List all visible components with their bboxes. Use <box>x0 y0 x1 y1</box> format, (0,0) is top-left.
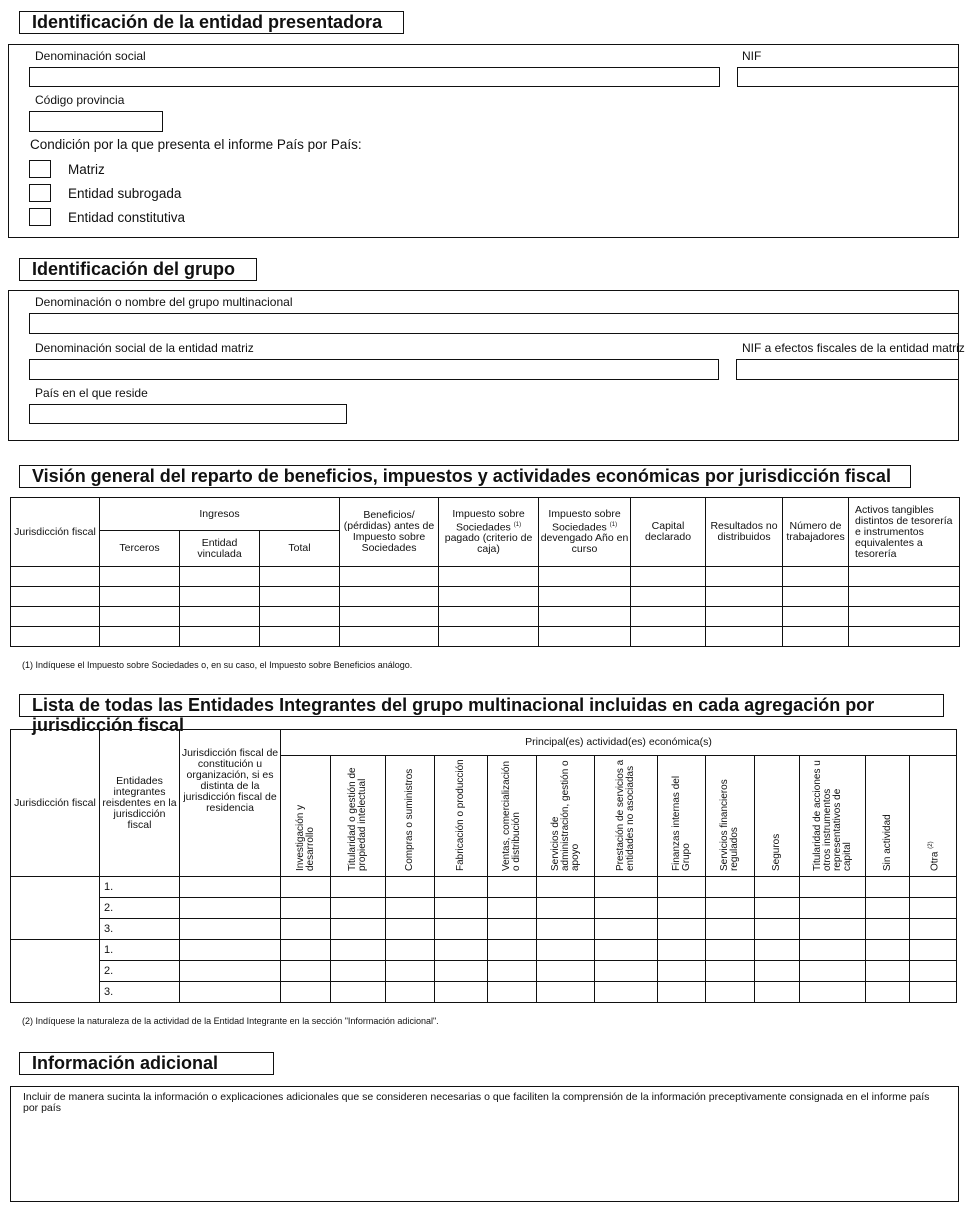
section-title-identificacion-grupo: Identificación del grupo <box>19 258 257 281</box>
denominacion-social-input[interactable] <box>29 67 720 87</box>
entidad-constitutiva-label: Entidad constitutiva <box>68 210 186 225</box>
section-title-lista-entidades: Lista de todas las Entidades Integrantes del grupo multinacional incluidas en cada agregación por jurisdicción fiscal <box>19 694 944 717</box>
col-prestacion-servicios: Prestación de servicios a entidades no asociadas <box>595 756 658 877</box>
entidad-constitutiva-checkbox[interactable] <box>29 208 51 226</box>
col-principal-actividad: Principal(es) actividad(es) económica(s) <box>281 730 957 756</box>
pais-reside-label: País en el que reside <box>35 386 148 400</box>
col-total: Total <box>260 531 340 567</box>
pais-reside-input[interactable] <box>29 404 347 424</box>
col-activos-tangibles: Activos tangibles distintos de tesorería e instrumentos equivalentes a tesorería <box>849 498 960 567</box>
col-seguros: Seguros <box>755 756 800 877</box>
col-titularidad-acciones: Titularidad de acciones u otros instrumentos representativos de capital <box>800 756 866 877</box>
entidad-subrogada-label: Entidad subrogada <box>68 186 182 201</box>
col-servicios-financieros: Servicios financieros regulados <box>706 756 755 877</box>
col-impuesto-pagado: Impuesto sobre Sociedades $^{(1)}$ pagado (criterio de caja) <box>439 498 539 567</box>
col-titularidad-propiedad: Titularidad o gestión de propiedad intelectual <box>331 756 386 877</box>
col-jurisdiccion-fiscal: Jurisdicción fiscal <box>11 498 100 567</box>
table-row: 1. <box>11 940 957 961</box>
informacion-adicional-textarea[interactable] <box>10 1086 959 1202</box>
informacion-adicional-text: Incluir de manera sucinta la información o explicaciones adicionales que se consideren necesarias o que faciliten la comprensión de la información preceptivamente consignada en el informe país por país <box>23 1091 930 1114</box>
col-ventas: Ventas, comercialización o distribución <box>488 756 537 877</box>
matriz-checkbox[interactable] <box>29 160 51 178</box>
grupo-label: Denominación o nombre del grupo multinacional <box>35 295 293 309</box>
col-investigacion: Investigación y desarrollo <box>281 756 331 877</box>
entidad-matriz-input[interactable] <box>29 359 719 380</box>
matriz-label: Matriz <box>68 162 105 177</box>
section-title-informacion-adicional: Información adicional <box>19 1052 274 1075</box>
footnote-2: (2) Indíquese la naturaleza de la actividad de la Entidad Integrante en la sección "Información adicional". <box>22 1016 439 1026</box>
codigo-provincia-label: Código provincia <box>35 93 125 107</box>
col-fabricacion: Fabricación o producción <box>435 756 488 877</box>
col-compras: Compras o suministros <box>386 756 435 877</box>
col-servicios-administracion: Servicios de administración, gestión o apoyo <box>537 756 595 877</box>
table-row: 3. <box>11 919 957 940</box>
col-beneficios: Beneficios/ (pérdidas) antes de Impuesto sobre Sociedades <box>340 498 439 567</box>
table-row: 2. <box>11 898 957 919</box>
col-sin-actividad: Sin actividad <box>866 756 910 877</box>
section-title-vision-general: Visión general del reparto de beneficios, impuestos y actividades económicas por jurisdicción fiscal <box>19 465 911 488</box>
table-row <box>11 587 960 607</box>
footnote-1: (1) Indíquese el Impuesto sobre Sociedades o, en su caso, el Impuesto sobre Beneficios análogo. <box>22 660 413 670</box>
col-resultados-no-distribuidos: Resultados no distribuidos <box>706 498 783 567</box>
col-impuesto-devengado: Impuesto sobre Sociedades $^{(1)}$ devengado Año en curso <box>539 498 631 567</box>
table-row <box>11 607 960 627</box>
condicion-label: Condición por la que presenta el informe País por País: <box>30 137 362 152</box>
nif-input[interactable] <box>737 67 959 87</box>
col-entidad-vinculada: Entidad vinculada <box>180 531 260 567</box>
table-row <box>11 627 960 647</box>
col-finanzas-internas: Finanzas internas del Grupo <box>658 756 706 877</box>
table-row: 3. <box>11 982 957 1003</box>
col-ingresos: Ingresos <box>100 498 340 531</box>
col-jurisdiccion-constitucion: Jurisdicción fiscal de constitución u organización, si es distinta de la jurisdicción fiscal de residencia <box>180 730 281 877</box>
col-entidades-integrantes: Entidades integrantes reisdentes en la jurisdicción fiscal <box>100 730 180 877</box>
section-title-entidad-presentadora: Identificación de la entidad presentadora <box>19 11 404 34</box>
codigo-provincia-input[interactable] <box>29 111 163 132</box>
col-otra: Otra $^{(2)}$ <box>910 756 957 877</box>
denominacion-social-label: Denominación social <box>35 49 146 63</box>
nif-matriz-input[interactable] <box>736 359 959 380</box>
table-row: 1. <box>11 877 957 898</box>
col-terceros: Terceros <box>100 531 180 567</box>
nif-label: NIF <box>742 49 762 63</box>
lista-entidades-table <box>10 729 957 1003</box>
col-capital-declarado: Capital declarado <box>631 498 706 567</box>
col-numero-trabajadores: Número de trabajadores <box>783 498 849 567</box>
nif-matriz-label: NIF a efectos fiscales de la entidad matriz <box>742 341 965 355</box>
grupo-input[interactable] <box>29 313 959 334</box>
vision-general-table <box>10 497 960 647</box>
entidad-matriz-label: Denominación social de la entidad matriz <box>35 341 254 355</box>
table-row: 2. <box>11 961 957 982</box>
entidad-subrogada-checkbox[interactable] <box>29 184 51 202</box>
table-row <box>11 567 960 587</box>
col-jurisdiccion-fiscal-2: Jurisdicción fiscal <box>11 730 100 877</box>
